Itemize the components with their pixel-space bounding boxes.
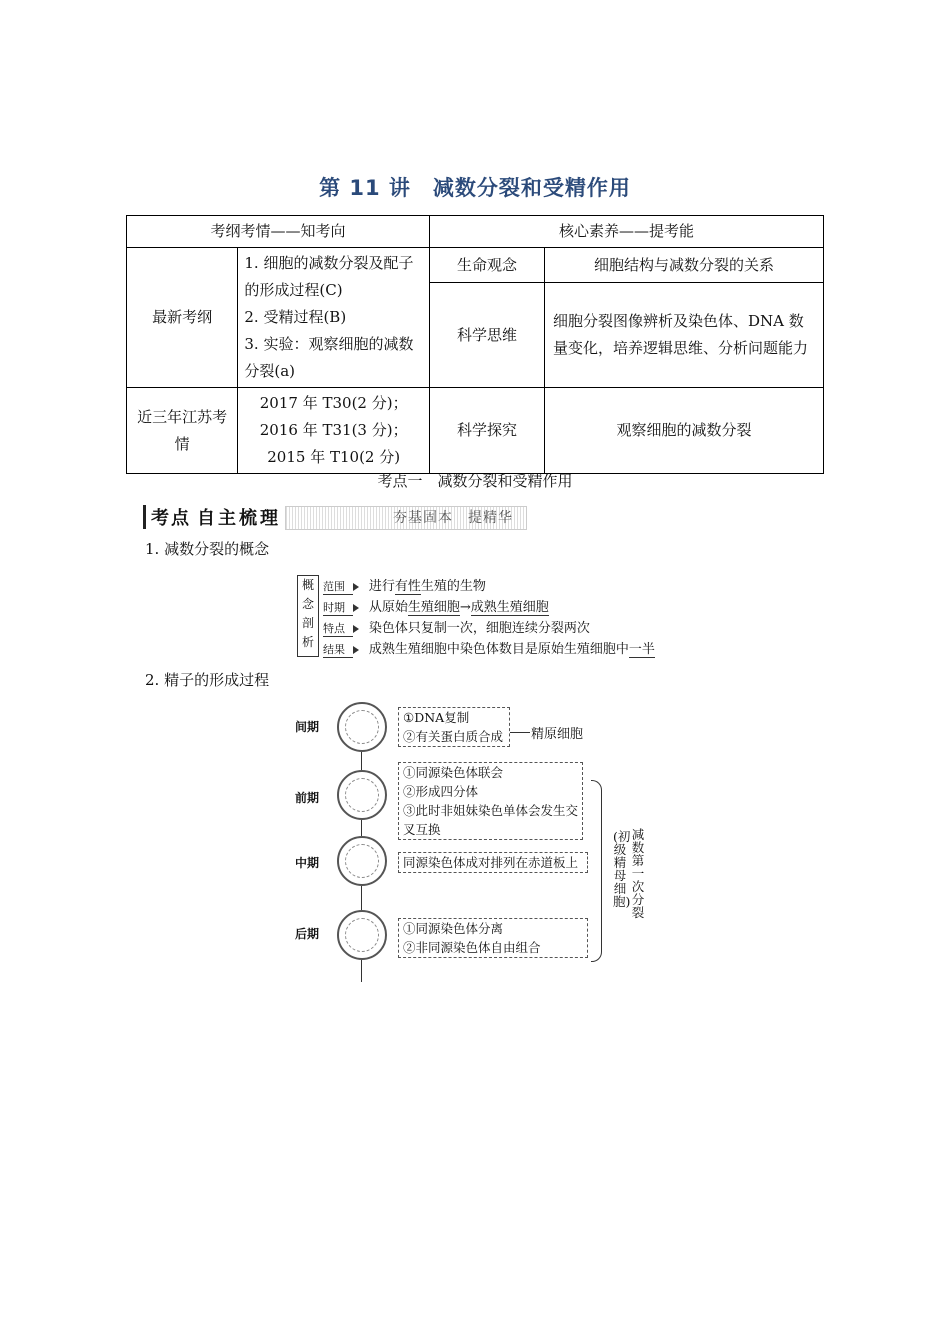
- syllabus-table: [126, 215, 824, 474]
- table-head-right: 核心素养——提考能: [430, 216, 824, 248]
- cell-interphase: [337, 702, 387, 752]
- arrow-icon: [353, 604, 365, 612]
- row2-item: 2015 年 T10(2 分): [267, 448, 401, 466]
- stage-label: 后期: [295, 927, 320, 941]
- box-line: ①同源染色体分离: [403, 921, 504, 936]
- box-line: ②形成四分体: [403, 784, 479, 799]
- underlined-text: 一半: [628, 642, 655, 657]
- concept-box-char: 概: [301, 578, 314, 592]
- spermatogenesis-diagram: [295, 700, 655, 990]
- skill-desc: 观察细胞的减数分裂: [545, 388, 824, 474]
- text-part: 生殖的生物: [420, 579, 486, 594]
- banner-part2: 自主梳理: [197, 508, 281, 529]
- concept-box-char: 析: [301, 635, 314, 649]
- skill-desc: 细胞结构与减数分裂的关系: [545, 248, 824, 283]
- box-line: ①DNA复制: [403, 710, 470, 725]
- concept-label: 时期: [323, 599, 353, 616]
- stage-label: 中期: [295, 856, 320, 870]
- skill-name: 科学探究: [430, 388, 545, 474]
- arrow-icon: [353, 625, 365, 633]
- arrow-icon: [353, 583, 365, 591]
- flow-line: [361, 752, 362, 770]
- flow-line: [361, 960, 362, 982]
- concept-text: [369, 642, 655, 658]
- brace-icon: [591, 780, 602, 962]
- concept-box: [297, 575, 319, 657]
- row1-item: 3. 实验：观察细胞的减数分裂(a): [244, 335, 414, 380]
- skill-name: 生命观念: [430, 248, 545, 283]
- box-line: ①同源染色体联会: [403, 765, 504, 780]
- section-subtitle: 考点一 减数分裂和受精作用: [377, 472, 573, 490]
- text-part: 从原始: [368, 600, 408, 615]
- text-part: 进行: [368, 579, 395, 594]
- anaphase-box: [398, 918, 588, 958]
- underlined-text: 成熟生殖细胞: [470, 600, 549, 615]
- banner-tag: 夯基固本 提精华: [393, 510, 513, 526]
- section-banner: [143, 503, 525, 531]
- cell-metaphase: [337, 836, 387, 886]
- text-part: 成熟生殖细胞中染色体数目是原始生殖细胞中: [368, 642, 629, 657]
- concept-row: [323, 596, 549, 616]
- box-line: ②非同源染色体自由组合: [403, 940, 541, 955]
- concept-row: [323, 617, 590, 637]
- concept-row: [323, 575, 486, 595]
- table-head-left: 考纲考情——知考向: [127, 216, 430, 248]
- row1-label: 最新考纲: [127, 248, 238, 388]
- row2-item: 2017 年 T30(2 分)；: [259, 394, 408, 412]
- cell-spindle: [345, 844, 379, 878]
- concept-label: 结果: [323, 641, 353, 658]
- row1-item: 1. 细胞的减数分裂及配子的形成过程(C): [244, 254, 414, 299]
- result-cell-label: 精原细胞: [531, 727, 584, 742]
- brace-sublabel: (初级精母细胞): [613, 829, 631, 909]
- row2-item: 2016 年 T31(3 分)；: [259, 421, 408, 439]
- section-heading-1: 1. 减数分裂的概念: [145, 540, 270, 558]
- concept-diagram: [297, 573, 657, 657]
- underlined-text: 生殖细胞: [407, 600, 460, 615]
- prophase-box: [398, 762, 583, 840]
- banner-part1: 考点: [151, 508, 191, 529]
- text-part: →: [459, 600, 471, 615]
- row2-label: 近三年江苏考情: [127, 388, 238, 474]
- row1-items: [238, 248, 430, 388]
- concept-row: [323, 638, 655, 658]
- box-line: 同源染色体成对排列在赤道板上: [403, 855, 579, 870]
- concept-text: [369, 579, 486, 595]
- brace-label: 减数第一次分裂: [631, 827, 645, 920]
- arrow-line: [510, 732, 530, 733]
- stage-label: 间期: [295, 720, 320, 734]
- interphase-box: [398, 707, 510, 747]
- flow-line: [361, 820, 362, 836]
- cell-spindle: [345, 918, 379, 952]
- cell-nucleus: [345, 778, 379, 812]
- concept-text: [369, 600, 549, 616]
- underlined-text: 有性: [394, 579, 421, 594]
- page-title: 第 11 讲 减数分裂和受精作用: [319, 176, 631, 200]
- cell-anaphase: [337, 910, 387, 960]
- skill-desc: 细胞分裂图像辨析及染色体、DNA 数量变化，培养逻辑思维、分析问题能力: [545, 283, 824, 388]
- concept-box-char: 念: [301, 597, 314, 611]
- row1-item: 2. 受精过程(B): [244, 308, 347, 326]
- skill-name: 科学思维: [430, 283, 545, 388]
- concept-text: 染色体只复制一次，细胞连续分裂两次: [368, 621, 590, 636]
- concept-box-char: 剖: [301, 616, 314, 630]
- banner-bar: [143, 505, 146, 529]
- arrow-icon: [353, 646, 365, 654]
- metaphase-box: [398, 852, 588, 873]
- box-line: ②有关蛋白质合成: [403, 729, 504, 744]
- stage-label: 前期: [295, 791, 320, 805]
- cell-prophase: [337, 770, 387, 820]
- row2-items: [238, 388, 430, 474]
- flow-line: [361, 886, 362, 910]
- concept-label: 特点: [323, 620, 353, 637]
- cell-nucleus: [345, 710, 379, 744]
- box-line: ③此时非姐妹染色单体会发生交叉互换: [403, 803, 579, 837]
- concept-label: 范围: [323, 578, 353, 595]
- section-heading-2: 2. 精子的形成过程: [145, 671, 270, 689]
